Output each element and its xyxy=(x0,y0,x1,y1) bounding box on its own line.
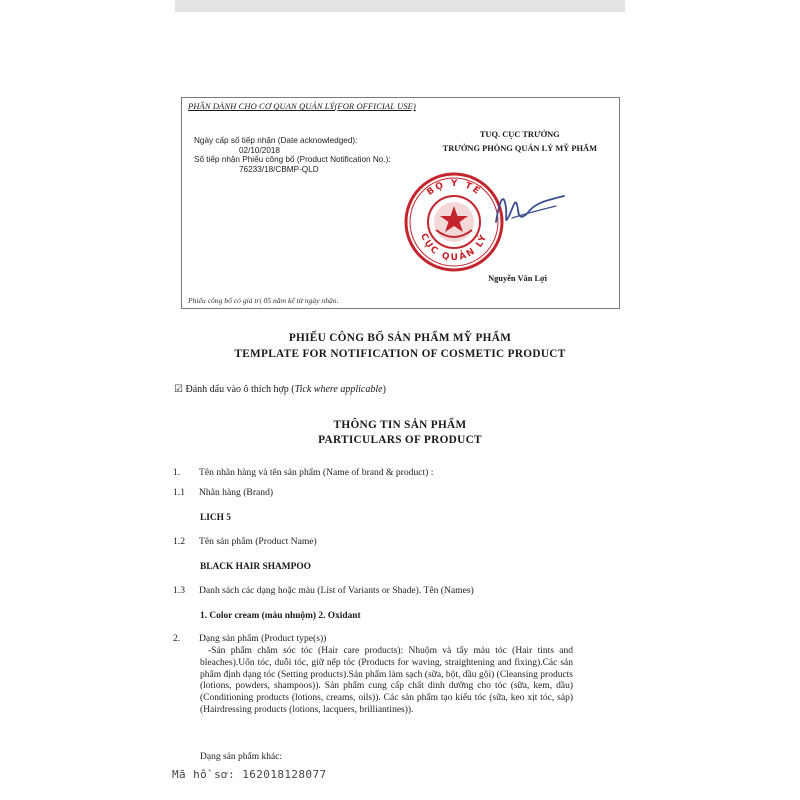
tick-instruction-close: ) xyxy=(382,384,386,395)
document-title-vi: PHIẾU CÔNG BỐ SẢN PHẨM MỸ PHẨM xyxy=(288,332,512,344)
seal-text-bottom: CỤC QUẢN LÝ xyxy=(418,232,490,264)
document-title-en: TEMPLATE FOR NOTIFICATION OF COSMETIC PRODUCT xyxy=(234,348,566,360)
item-number: 1.3 xyxy=(173,585,185,596)
validity-note: Phiếu công bố có giá trị 05 năm kể từ ngày nhận. xyxy=(188,296,339,305)
item-number: 2. xyxy=(173,633,181,644)
item-label: Tên sản phẩm (Product Name) xyxy=(199,536,317,547)
brand-value: LICH 5 xyxy=(200,513,231,523)
authority-line-1: TUQ. CỤC TRƯỞNG xyxy=(479,130,560,139)
product-type-description xyxy=(200,646,573,717)
section-title xyxy=(180,418,620,448)
official-use-box xyxy=(181,97,620,309)
signer-name: Nguyễn Văn Lợi xyxy=(488,274,547,283)
product-type-text: -Sản phẩm chăm sóc tóc (Hair care products): Nhuộm và tẩy màu tóc (Hair tints and bleaches).Uốn tóc, duỗi tóc, giữ nếp tóc (Products for waving, straightening and fixing).Các sản phẩm định dạng tóc (Setting products).Sản phẩm làm sạch (sữa, bột, dầu gội) (Cleansing products (lotions, powders, shampoos)). Sản phẩm cung cấp chất dinh dưỡng cho tóc (sữa, kem, dầu) (Conditioning products (lotions, creams, oils)). Các sản phẩm tạo kiểu tóc (sữa, keo xịt tóc, sáp)(Hairdressing products (lotions, lacquers, brilliantines)). xyxy=(200,646,573,715)
variants-value: 1. Color cream (màu nhuộm) 2. Oxidant xyxy=(200,611,361,621)
seal-text-top: BỘ Y TẾ xyxy=(425,178,483,198)
item-label: Nhãn hàng (Brand) xyxy=(199,487,274,498)
acknowledgement-block xyxy=(194,136,391,174)
item-number: 1.1 xyxy=(173,487,185,498)
authority-line-2: TRƯỞNG PHÒNG QUẢN LÝ MỸ PHẨM xyxy=(442,144,597,153)
item-label: Tên nhãn hàng và tên sản phẩm (Name of brand & product) : xyxy=(199,467,434,478)
item-number: 1.2 xyxy=(173,536,185,547)
section-title-vi: THÔNG TIN SẢN PHẨM xyxy=(333,419,467,431)
item-label: Dạng sản phẩm (Product type(s)) xyxy=(199,633,327,644)
item-number: 1. xyxy=(173,467,181,478)
item-1-3 xyxy=(173,585,474,597)
product-name-value: BLACK HAIR SHAMPOO xyxy=(200,562,311,572)
other-product-types-label: Dạng sản phẩm khác: xyxy=(200,752,283,762)
checkbox-checked-icon: ☑ xyxy=(174,384,183,395)
item-1 xyxy=(173,467,433,479)
authority-block xyxy=(443,128,597,156)
item-label: Danh sách các dạng hoặc màu (List of Variants or Shade). Tên (Names) xyxy=(199,585,474,596)
official-use-title: PHẦN DÀNH CHO CƠ QUAN QUẢN LÝ(FOR OFFICIAL USE) xyxy=(188,101,416,111)
item-2 xyxy=(173,633,326,645)
date-acknowledged-value: 02/10/2018 xyxy=(239,145,280,155)
item-1-1 xyxy=(173,487,273,499)
document-title xyxy=(180,330,620,362)
handwritten-signature xyxy=(490,188,570,232)
tick-instruction-italic: Tick where applicable xyxy=(294,384,383,395)
notification-number-label: Số tiếp nhận Phiếu công bố (Product Notification No.): xyxy=(194,155,391,165)
file-code-footer: Mã hồ sơ: 162018128077 xyxy=(172,768,327,781)
item-1-2 xyxy=(173,536,317,548)
section-title-en: PARTICULARS OF PRODUCT xyxy=(318,434,482,446)
svg-text:BỘ Y TẾ xyxy=(425,179,484,198)
tick-instruction-text: Đánh dấu vào ô thích hợp ( xyxy=(185,384,295,395)
top-scroll-bar xyxy=(175,0,625,12)
tick-instruction xyxy=(174,384,386,396)
notification-number-value: 76233/18/CBMP-QLD xyxy=(239,164,319,174)
date-acknowledged-label: Ngày cấp số tiếp nhận (Date acknowledged): xyxy=(194,136,358,145)
